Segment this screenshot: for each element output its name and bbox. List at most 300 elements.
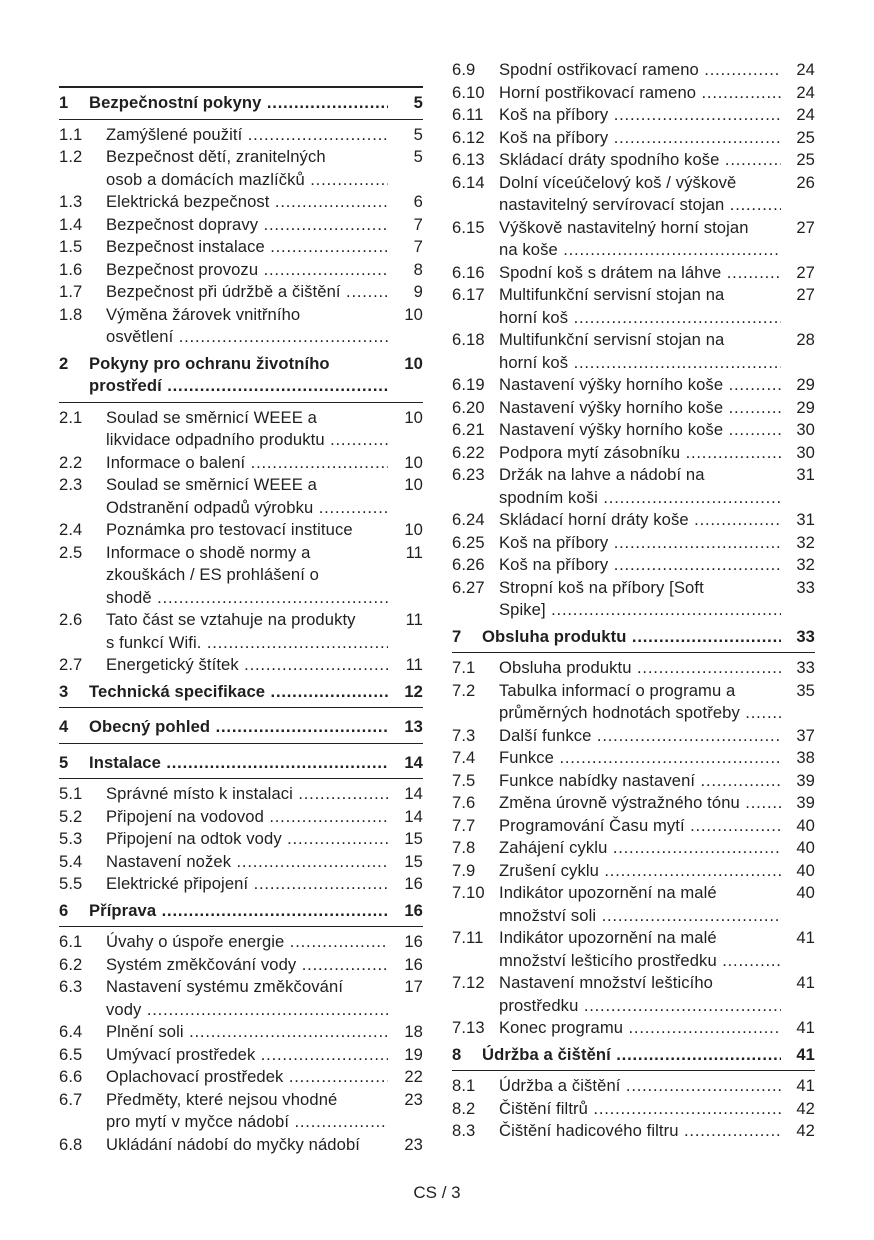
toc-title-line: Spike] ..... <box>499 599 781 622</box>
toc-title-line: Podpora mytí zásobníku ..... <box>499 442 781 465</box>
toc-page-number: 5 <box>413 93 423 112</box>
toc-title-line: Příprava ..... <box>89 900 388 923</box>
toc-title <box>106 1089 388 1134</box>
toc-entry[interactable] <box>452 329 815 374</box>
toc-entry[interactable] <box>452 172 815 217</box>
toc-right-column <box>452 59 815 1143</box>
toc-page-number: 29 <box>796 375 815 394</box>
toc-entry[interactable] <box>452 1120 815 1143</box>
toc-title-line: Poznámka pro testovací instituce <box>106 520 353 539</box>
toc-title-line: prostředí ..... <box>89 375 388 398</box>
toc-title <box>499 972 781 1017</box>
toc-title-line: nastavitelný servírovací stojan ..... <box>499 194 781 217</box>
toc-title <box>499 577 781 622</box>
toc-page-number: 32 <box>796 555 815 574</box>
toc-page-number: 37 <box>796 725 815 745</box>
toc-title <box>499 464 781 509</box>
toc-entry[interactable] <box>59 281 423 304</box>
toc-number: 6.18 <box>452 330 485 349</box>
toc-title <box>499 927 781 972</box>
toc-entry[interactable] <box>452 149 815 172</box>
toc-entry[interactable] <box>59 954 423 977</box>
toc-number: 1.3 <box>59 192 83 211</box>
toc-entry[interactable] <box>59 124 423 147</box>
toc-number: 8 <box>452 1044 462 1064</box>
toc-title <box>499 59 781 82</box>
toc-number: 2.7 <box>59 655 83 674</box>
toc-number: 5.1 <box>59 784 83 803</box>
toc-title-line: Nastavení výšky horního koše ..... <box>499 397 781 420</box>
toc-title-line: Nastavení výšky horního koše ..... <box>499 419 781 442</box>
toc-title <box>106 214 388 237</box>
toc-entry[interactable] <box>452 1017 815 1040</box>
toc-entry[interactable] <box>452 815 815 838</box>
toc-chapter[interactable] <box>59 748 423 780</box>
toc-title <box>499 397 781 420</box>
toc-title-line: Koš na příbory ..... <box>499 554 781 577</box>
toc-title <box>106 976 388 1021</box>
toc-title-line: Koš na příbory ..... <box>499 127 781 150</box>
toc-number: 7.9 <box>452 860 476 880</box>
toc-page-number: 30 <box>796 442 815 462</box>
toc-page-number: 33 <box>796 626 815 646</box>
toc-page-number: 41 <box>796 973 815 992</box>
toc-title-line: Výškově nastavitelný horní stojan <box>499 217 749 237</box>
toc-title <box>499 837 781 860</box>
toc-title <box>106 783 388 806</box>
toc-entry[interactable] <box>452 509 815 532</box>
toc-number: 2.2 <box>59 452 83 472</box>
toc-title <box>499 217 781 262</box>
toc-title-line: Programování Času mytí ..... <box>499 815 781 838</box>
toc-entry[interactable] <box>59 542 423 610</box>
toc-page-number: 10 <box>404 452 423 472</box>
toc-title <box>499 374 781 397</box>
toc-title-line: Nastavení systému změkčování <box>106 977 344 996</box>
toc-page-number: 23 <box>404 1089 423 1109</box>
toc-title <box>106 806 388 829</box>
toc-title <box>499 284 781 329</box>
toc-entry[interactable] <box>452 577 815 622</box>
toc-title-line: Správné místo k instalaci ..... <box>106 783 388 806</box>
toc-page-number: 10 <box>404 520 423 539</box>
toc-chapter[interactable] <box>59 712 423 744</box>
toc-title <box>499 725 781 748</box>
toc-page-number: 10 <box>404 353 423 373</box>
toc-page-number: 22 <box>404 1067 423 1086</box>
toc-number: 1.6 <box>59 259 83 279</box>
toc-page-number: 16 <box>404 954 423 974</box>
toc-title-line: Skládací horní dráty koše ..... <box>499 509 781 532</box>
toc-title-line: Informace o shodě normy a <box>106 542 311 562</box>
toc-title-line: Umývací prostředek ..... <box>106 1044 388 1067</box>
toc-page-number: 14 <box>404 784 423 803</box>
toc-number: 2.1 <box>59 407 83 427</box>
toc-title-line: Další funkce ..... <box>499 725 781 748</box>
toc-number: 5 <box>59 752 69 772</box>
toc-number: 6.23 <box>452 465 485 484</box>
toc-title-line: Multifunkční servisní stojan na <box>499 285 725 304</box>
toc-page-number: 10 <box>404 304 423 324</box>
toc-title <box>106 281 388 304</box>
toc-entry[interactable] <box>59 236 423 259</box>
toc-title-line: spodním koši ..... <box>499 487 781 510</box>
toc-entry[interactable] <box>59 1021 423 1044</box>
toc-title-line: Údržba a čištění ..... <box>499 1075 781 1098</box>
toc-title-line: Funkce nabídky nastavení ..... <box>499 770 781 793</box>
toc-title-line: Horní postřikovací rameno ..... <box>499 82 781 105</box>
toc-number: 1.5 <box>59 237 83 256</box>
toc-title <box>499 657 781 680</box>
toc-entry[interactable] <box>59 1066 423 1089</box>
toc-page-number: 28 <box>796 330 815 349</box>
toc-number: 6.12 <box>452 127 485 147</box>
toc-entry[interactable] <box>59 191 423 214</box>
toc-title <box>89 752 388 775</box>
toc-number: 6.22 <box>452 442 485 462</box>
toc-entry[interactable] <box>452 374 815 397</box>
toc-title-line: Konec programu ..... <box>499 1017 781 1040</box>
toc-title <box>106 124 388 147</box>
toc-title-line: Koš na příbory ..... <box>499 532 781 555</box>
toc-title <box>106 609 388 654</box>
toc-title-line: Pokyny pro ochranu životního <box>89 353 330 373</box>
toc-title-line: likvidace odpadního produktu ..... <box>106 429 388 452</box>
toc-title-line: Soulad se směrnicí WEEE a <box>106 407 317 427</box>
toc-entry[interactable] <box>59 474 423 519</box>
toc-chapter[interactable] <box>452 622 815 654</box>
toc-entry[interactable] <box>452 770 815 793</box>
toc-title-line: Bezpečnost provozu ..... <box>106 259 388 282</box>
toc-page-number: 27 <box>796 285 815 304</box>
toc-title-line: Nastavení nožek ..... <box>106 851 388 874</box>
toc-title-line: Koš na příbory ..... <box>499 104 781 127</box>
toc-number: 7.5 <box>452 770 476 790</box>
toc-title-line: horní koš ..... <box>499 352 781 375</box>
toc-title-line: Stropní koš na příbory [Soft <box>499 577 704 597</box>
toc-title-line: Předměty, které nejsou vhodné <box>106 1089 338 1109</box>
toc-page-number: 9 <box>413 282 423 301</box>
toc-number: 7.3 <box>452 725 476 745</box>
toc-title <box>499 104 781 127</box>
toc-chapter[interactable] <box>59 349 423 403</box>
toc-title <box>106 452 388 475</box>
toc-entry[interactable] <box>452 104 815 127</box>
toc-entry[interactable] <box>59 304 423 349</box>
toc-number: 7.2 <box>452 680 476 700</box>
toc-number: 6.6 <box>59 1067 83 1086</box>
toc-title-line: Zrušení cyklu ..... <box>499 860 781 883</box>
toc-page-number: 31 <box>796 465 815 484</box>
toc-entry[interactable] <box>59 931 423 954</box>
toc-page-number: 41 <box>796 1076 815 1095</box>
toc-page-number: 41 <box>796 1044 815 1064</box>
toc-title <box>499 815 781 838</box>
toc-entry[interactable] <box>452 442 815 465</box>
toc-page-number: 15 <box>404 851 423 871</box>
toc-entry[interactable] <box>59 146 423 191</box>
toc-title <box>499 1075 781 1098</box>
toc-number: 7.6 <box>452 793 476 812</box>
toc-entry[interactable] <box>59 407 423 452</box>
toc-title <box>106 407 388 452</box>
toc-title-line: Zamýšlené použití ..... <box>106 124 388 147</box>
toc-number: 6.13 <box>452 150 485 169</box>
toc-page-number: 24 <box>796 105 815 124</box>
toc-title-line: Soulad se směrnicí WEEE a <box>106 475 317 494</box>
toc-page-number: 25 <box>796 127 815 147</box>
toc-entry[interactable] <box>59 654 423 677</box>
toc-entry[interactable] <box>452 217 815 262</box>
toc-entry[interactable] <box>59 519 423 542</box>
toc-entry[interactable] <box>59 214 423 237</box>
toc-page-number: 40 <box>796 838 815 857</box>
toc-title-line: Indikátor upozornění na malé <box>499 883 717 902</box>
toc-entry[interactable] <box>59 1044 423 1067</box>
toc-number: 6.4 <box>59 1022 83 1041</box>
toc-number: 6.20 <box>452 397 485 417</box>
toc-entry[interactable] <box>452 860 815 883</box>
toc-page-number: 25 <box>796 150 815 169</box>
toc-entry[interactable] <box>452 397 815 420</box>
toc-title <box>106 654 388 677</box>
toc-title-line: zkouškách / ES prohlášení o <box>106 565 320 584</box>
toc-title-line: Nastavení množství lešticího <box>499 973 713 992</box>
toc-title <box>106 828 388 851</box>
toc-entry[interactable] <box>59 783 423 806</box>
toc-title-line: osvětlení ..... <box>106 326 388 349</box>
toc-title-line: Připojení na odtok vody ..... <box>106 828 388 851</box>
toc-page-number: 11 <box>405 655 423 674</box>
toc-number: 6.2 <box>59 954 83 974</box>
toc-title <box>106 542 388 610</box>
toc-title <box>106 191 388 214</box>
toc-title <box>499 127 781 150</box>
toc-title-line: Bezpečnost dopravy ..... <box>106 214 388 237</box>
toc-number: 1 <box>59 93 69 112</box>
toc-number: 6.26 <box>452 555 485 574</box>
toc-title-line: Plnění soli ..... <box>106 1021 388 1044</box>
toc-entry[interactable] <box>452 792 815 815</box>
toc-title <box>106 1134 388 1157</box>
toc-title-line: Odstranění odpadů výrobku ..... <box>106 497 388 520</box>
toc-number: 7.11 <box>452 928 484 947</box>
toc-entry[interactable] <box>59 609 423 654</box>
toc-entry[interactable] <box>452 464 815 509</box>
toc-title-line: Obecný pohled ..... <box>89 716 388 739</box>
toc-title-line: Úvahy o úspoře energie ..... <box>106 931 388 954</box>
toc-number: 1.7 <box>59 282 83 301</box>
toc-title <box>106 873 388 896</box>
toc-entry[interactable] <box>452 680 815 725</box>
toc-entry[interactable] <box>452 532 815 555</box>
toc-page-number: 11 <box>405 610 423 629</box>
toc-chapter[interactable] <box>59 896 423 928</box>
toc-entry[interactable] <box>59 806 423 829</box>
toc-title-line: Instalace ..... <box>89 752 388 775</box>
toc-entry[interactable] <box>452 747 815 770</box>
toc-page-number: 18 <box>404 1022 423 1041</box>
toc-number: 1.8 <box>59 304 83 324</box>
toc-number: 1.1 <box>59 124 83 144</box>
toc-page-number: 33 <box>796 577 815 597</box>
toc-page-number: 5 <box>413 147 423 166</box>
toc-page-number: 40 <box>796 860 815 880</box>
toc-page-number: 39 <box>796 793 815 812</box>
toc-page-number: 38 <box>796 748 815 767</box>
toc-title-line: Skládací dráty spodního koše ..... <box>499 149 781 172</box>
toc-title <box>499 509 781 532</box>
toc-title-line: pro mytí v myčce nádobí ..... <box>106 1111 388 1134</box>
toc-title-line: Elektrické připojení ..... <box>106 873 388 896</box>
toc-number: 1.2 <box>59 147 83 166</box>
toc-title <box>499 554 781 577</box>
toc-page-number: 19 <box>404 1044 423 1064</box>
toc-number: 8.3 <box>452 1121 476 1140</box>
toc-page-number: 27 <box>796 262 815 282</box>
toc-chapter[interactable] <box>59 88 423 120</box>
toc-title <box>106 236 388 259</box>
toc-entry[interactable] <box>452 1098 815 1121</box>
toc-title <box>89 716 388 739</box>
toc-entry[interactable] <box>452 419 815 442</box>
toc-page-number: 17 <box>404 977 423 996</box>
toc-page-number: 6 <box>413 192 423 211</box>
toc-page-number: 16 <box>404 900 423 920</box>
toc-page-number: 13 <box>404 717 423 736</box>
toc-title <box>106 1021 388 1044</box>
toc-entry[interactable] <box>59 851 423 874</box>
toc-title <box>499 329 781 374</box>
toc-title-line: Připojení na vodovod ..... <box>106 806 388 829</box>
toc-number: 2.3 <box>59 475 83 494</box>
toc-title-line: Energetický štítek ..... <box>106 654 388 677</box>
toc-page-number: 12 <box>404 681 423 701</box>
toc-title-line: Zahájení cyklu ..... <box>499 837 781 860</box>
toc-title-line: Bezpečnost instalace ..... <box>106 236 388 259</box>
toc-number: 7.7 <box>452 815 476 835</box>
toc-title <box>89 353 388 398</box>
toc-entry[interactable] <box>452 127 815 150</box>
toc-title-line: Elektrická bezpečnost ..... <box>106 191 388 214</box>
toc-title <box>499 770 781 793</box>
toc-number: 6 <box>59 900 69 920</box>
toc-entry[interactable] <box>452 262 815 285</box>
toc-title <box>499 82 781 105</box>
toc-number: 6.3 <box>59 977 83 996</box>
toc-title <box>499 172 781 217</box>
toc-entry[interactable] <box>59 873 423 896</box>
toc-entry[interactable] <box>452 882 815 927</box>
toc-entry[interactable] <box>59 452 423 475</box>
toc-page-number: 42 <box>796 1121 815 1140</box>
toc-title <box>482 626 781 649</box>
toc-page-number: 10 <box>404 407 423 427</box>
toc-number: 2.4 <box>59 520 83 539</box>
toc-entry[interactable] <box>59 259 423 282</box>
toc-number: 5.3 <box>59 829 83 848</box>
toc-number: 7.1 <box>452 658 476 677</box>
toc-number: 6.10 <box>452 82 485 102</box>
toc-number: 6.21 <box>452 420 485 439</box>
toc-title-line: osob a domácích mazlíčků ..... <box>106 169 388 192</box>
toc-entry[interactable] <box>452 657 815 680</box>
toc-page-number: 7 <box>413 214 423 234</box>
toc-title-line: Čištění hadicového filtru ..... <box>499 1120 781 1143</box>
toc-page-number: 14 <box>404 752 423 772</box>
toc-entry[interactable] <box>452 972 815 1017</box>
toc-title-line: Obsluha produktu ..... <box>482 626 781 649</box>
toc-number: 6.19 <box>452 375 485 394</box>
toc-title-line: Bezpečnost dětí, zranitelných <box>106 147 326 166</box>
toc-title <box>106 259 388 282</box>
toc-title <box>106 1044 388 1067</box>
toc-number: 4 <box>59 717 69 736</box>
toc-number: 6.11 <box>452 105 484 124</box>
toc-page-number: 24 <box>796 60 815 79</box>
toc-title-line: Funkce ..... <box>499 747 781 770</box>
toc-page-number: 24 <box>796 82 815 102</box>
toc-page-number: 7 <box>413 237 423 256</box>
toc-title-line: Dolní víceúčelový koš / výškově <box>499 172 737 192</box>
toc-entry[interactable] <box>59 828 423 851</box>
toc-page-number: 41 <box>796 928 815 947</box>
toc-title <box>499 149 781 172</box>
toc-page-number: 35 <box>796 680 815 700</box>
toc-page-number: 40 <box>796 883 815 902</box>
toc-number: 6.9 <box>452 60 476 79</box>
toc-number: 6.15 <box>452 217 485 237</box>
toc-page-number: 32 <box>796 532 815 552</box>
toc-title <box>499 680 781 725</box>
toc-entry[interactable] <box>59 976 423 1021</box>
toc-title-line: prostředku ..... <box>499 995 781 1018</box>
toc-number: 5.2 <box>59 806 83 826</box>
toc-number: 7.10 <box>452 883 485 902</box>
toc-entry[interactable] <box>452 554 815 577</box>
toc-number: 6.7 <box>59 1089 83 1109</box>
toc-chapter[interactable] <box>59 677 423 709</box>
toc-title-line: s funkcí Wifi. ..... <box>106 632 388 655</box>
toc-entry[interactable] <box>452 284 815 329</box>
toc-title-line: Nastavení výšky horního koše ..... <box>499 374 781 397</box>
toc-title <box>499 747 781 770</box>
toc-number: 6.1 <box>59 932 83 951</box>
toc-title-line: Výměna žárovek vnitřního <box>106 304 301 324</box>
toc-number: 8.1 <box>452 1076 476 1095</box>
toc-entry[interactable] <box>452 59 815 82</box>
toc-chapter[interactable] <box>452 1040 815 1072</box>
toc-title-line: Spodní koš s drátem na láhve ..... <box>499 262 781 285</box>
toc-entry[interactable] <box>452 1075 815 1098</box>
toc-entry[interactable] <box>452 725 815 748</box>
toc-page-number: 14 <box>404 806 423 826</box>
toc-entry[interactable] <box>59 1134 423 1157</box>
toc-page-number: 31 <box>796 510 815 529</box>
toc-title <box>499 1098 781 1121</box>
toc-entry[interactable] <box>452 927 815 972</box>
toc-entry[interactable] <box>452 837 815 860</box>
toc-page-number: 40 <box>796 815 815 835</box>
toc-title <box>106 851 388 874</box>
toc-title <box>89 681 388 704</box>
toc-title <box>499 419 781 442</box>
toc-entry[interactable] <box>59 1089 423 1134</box>
toc-title <box>89 900 388 923</box>
toc-number: 2.6 <box>59 610 83 629</box>
toc-entry[interactable] <box>452 82 815 105</box>
toc-page-number: 41 <box>796 1018 815 1037</box>
